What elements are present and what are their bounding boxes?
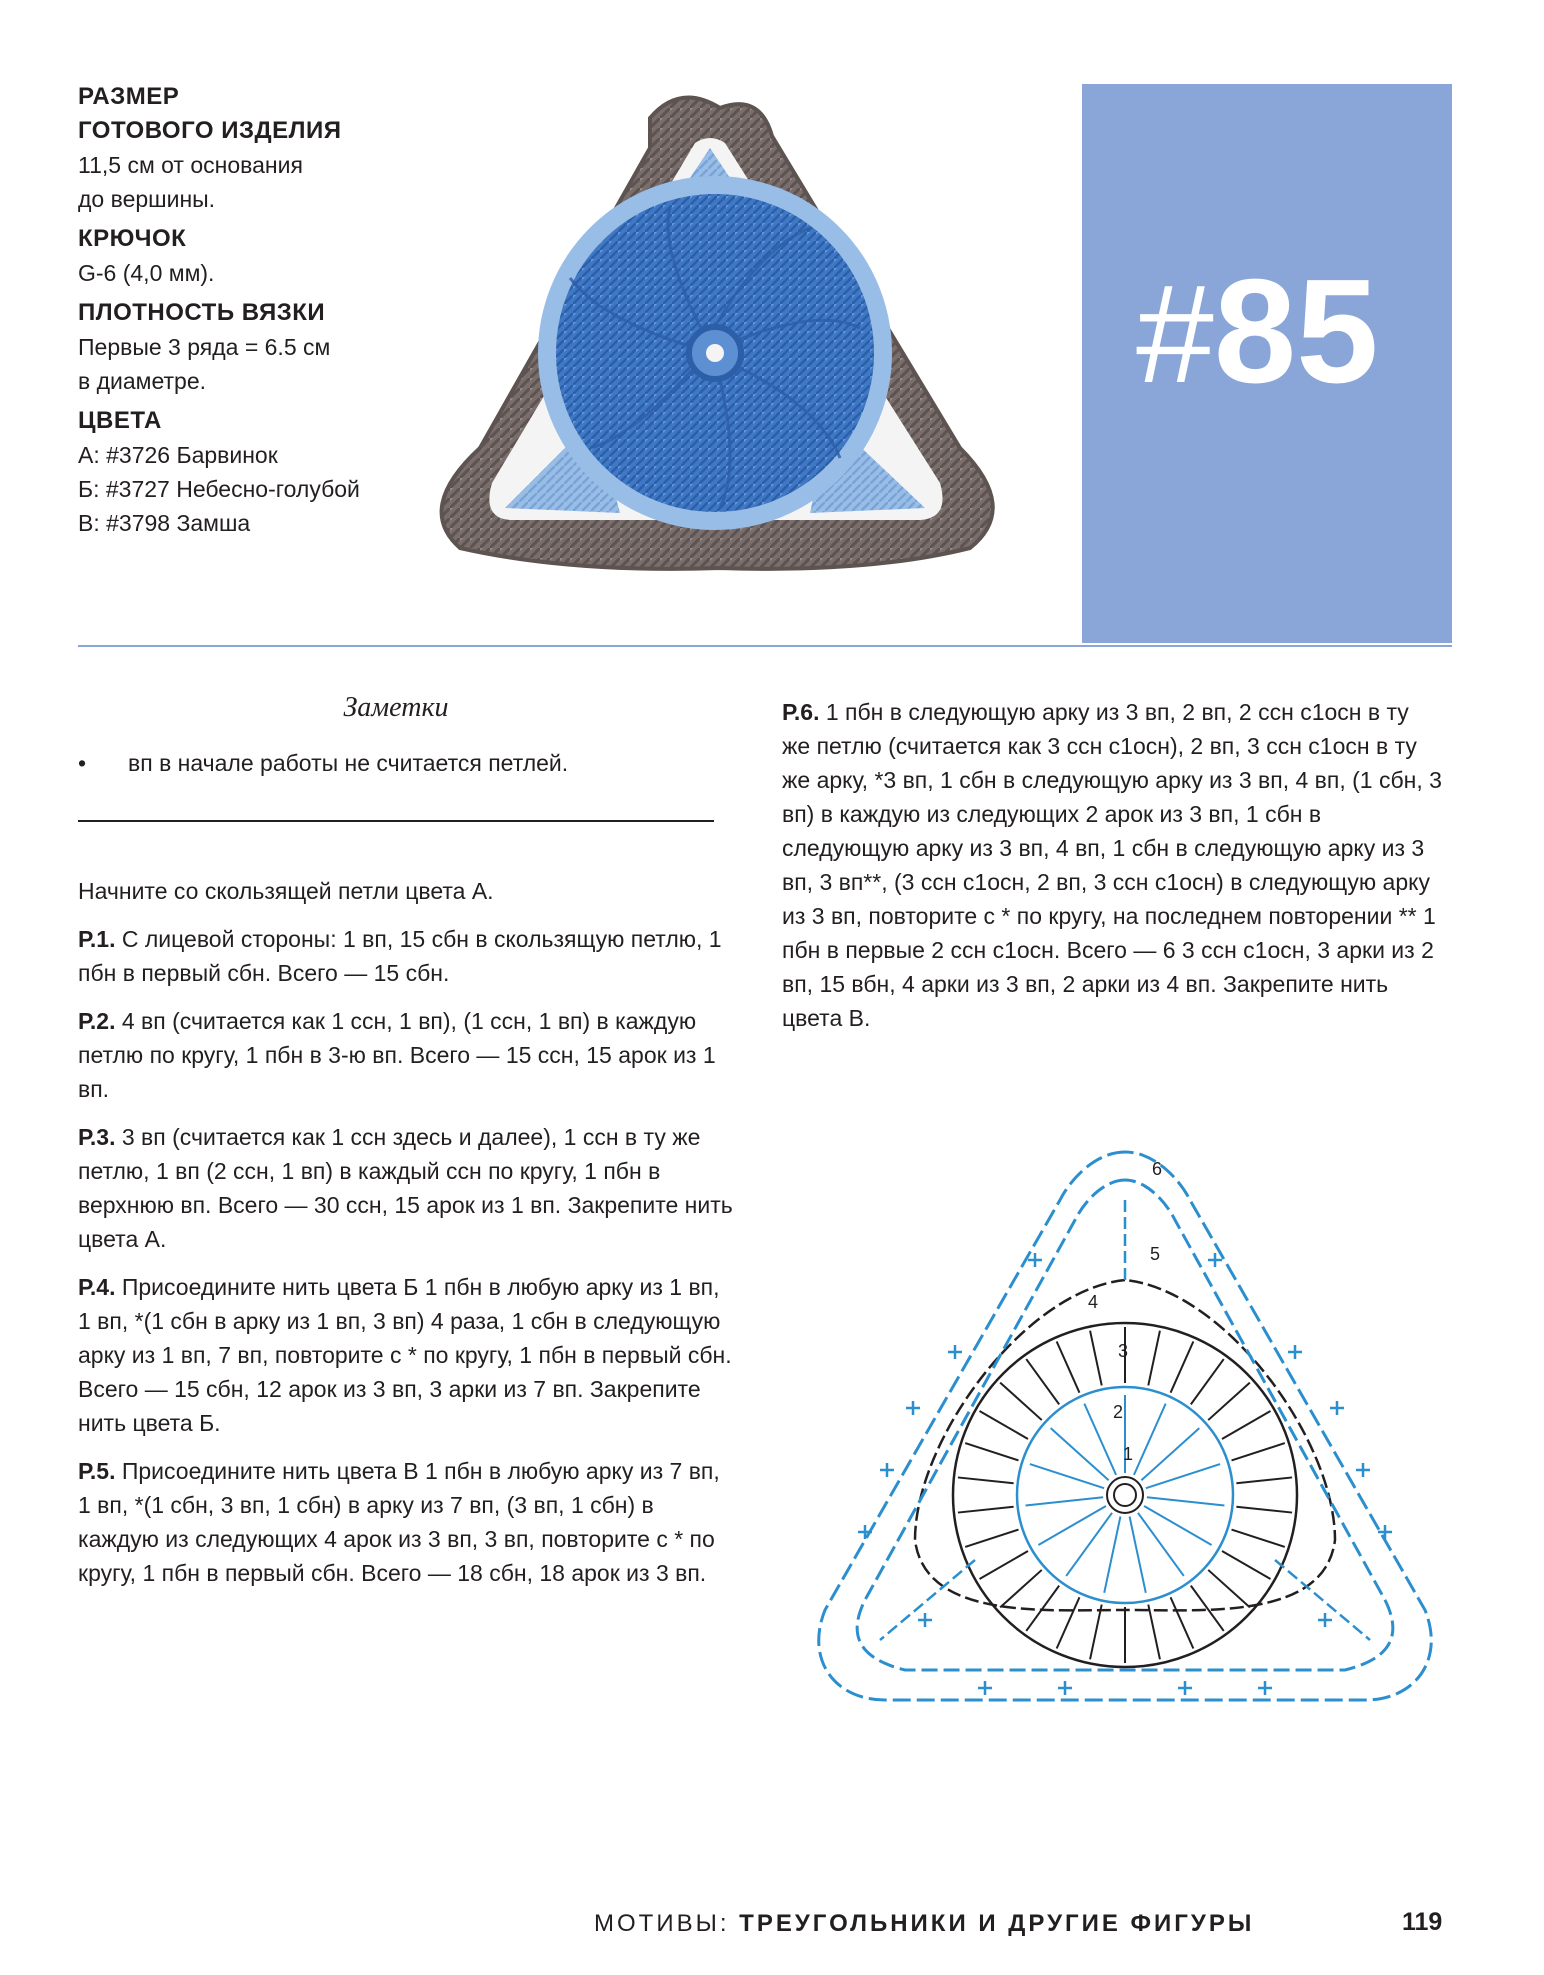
pattern-row-2 bbox=[78, 1004, 738, 1106]
chart-spoke-round-2 bbox=[1051, 1428, 1109, 1480]
chart-spoke-round-3 bbox=[980, 1411, 1028, 1439]
row-6-label: Р.6. bbox=[782, 699, 820, 725]
chart-spoke-round-2 bbox=[1066, 1513, 1112, 1576]
chart-sc-cross bbox=[1288, 1345, 1302, 1359]
size-text-2: до вершины. bbox=[78, 186, 216, 212]
row-2-text: 4 вп (считается как 1 ссн, 1 вп), (1 ссн, 1 вп) в каждую петлю по кругу, 1 пбн в 3-ю вп. Всего — 15 ссн, 15 арок из 1 вп. bbox=[78, 1008, 716, 1102]
chart-center-ring-inner bbox=[1114, 1484, 1136, 1506]
footer-running-title bbox=[594, 1910, 1254, 1938]
chart-spoke-round-2 bbox=[1134, 1404, 1166, 1475]
size-text-1: 11,5 см от основания bbox=[78, 152, 303, 178]
color-v: В: #3798 Замша bbox=[78, 510, 251, 536]
chart-spoke-round-3 bbox=[1208, 1570, 1250, 1607]
colors-heading: ЦВЕТА bbox=[78, 407, 162, 434]
chart-center-ring-outer bbox=[1107, 1477, 1143, 1513]
chart-spoke-round-3 bbox=[1191, 1359, 1224, 1404]
pattern-row-1 bbox=[78, 922, 738, 990]
chart-sc-cross bbox=[1178, 1681, 1192, 1695]
chart-sc-cross bbox=[906, 1401, 920, 1415]
pattern-row-3 bbox=[78, 1120, 738, 1256]
hook-text: G-6 (4,0 мм). bbox=[78, 260, 215, 286]
chart-row-label-2: 2 bbox=[1113, 1402, 1124, 1422]
chart-spoke-round-3 bbox=[1222, 1411, 1270, 1439]
chart-spoke-round-3 bbox=[1222, 1551, 1270, 1579]
motif-photo bbox=[420, 88, 1032, 618]
chart-spoke-round-3 bbox=[1208, 1383, 1250, 1420]
row-3-label: Р.3. bbox=[78, 1124, 116, 1150]
chart-spoke-round-2 bbox=[1030, 1464, 1104, 1488]
motif-number-hash: # bbox=[1136, 255, 1214, 412]
crochet-chart bbox=[805, 1140, 1435, 1730]
chart-row-label-4: 4 bbox=[1088, 1292, 1099, 1312]
row-4-label: Р.4. bbox=[78, 1274, 116, 1300]
chart-spoke-round-3 bbox=[958, 1507, 1014, 1513]
chart-spoke-round-2 bbox=[1147, 1497, 1225, 1505]
chart-spoke-round-3 bbox=[1000, 1570, 1042, 1607]
chart-spoke-round-3 bbox=[965, 1530, 1018, 1547]
chart-row-label-5: 5 bbox=[1150, 1244, 1161, 1264]
chart-sc-cross bbox=[858, 1525, 872, 1539]
chart-sc-cross bbox=[948, 1345, 962, 1359]
color-a: А: #3726 Барвинок bbox=[78, 442, 278, 468]
chart-row-label-3: 3 bbox=[1118, 1341, 1129, 1361]
chart-spoke-round-3 bbox=[965, 1443, 1018, 1460]
chart-spoke-round-3 bbox=[1026, 1359, 1059, 1404]
chart-spoke-round-3 bbox=[1236, 1477, 1292, 1483]
pattern-row-5 bbox=[78, 1454, 738, 1590]
chart-spoke-round-2 bbox=[1144, 1506, 1212, 1545]
row-3-text: 3 вп (считается как 1 ссн здесь и далее), 1 ссн в ту же петлю, 1 вп (2 ссн, 1 вп) в каждый ссн по кругу, 1 пбн в верхнюю вп. Всего — 30 ссн, 15 арок из 1 вп. Закрепите нить цвета А. bbox=[78, 1124, 733, 1252]
chart-spoke-round-3 bbox=[1236, 1507, 1292, 1513]
specs-block bbox=[78, 80, 360, 540]
row-2-label: Р.2. bbox=[78, 1008, 116, 1034]
pattern-row-4 bbox=[78, 1270, 738, 1440]
footer-section: МОТИВЫ: bbox=[594, 1910, 740, 1937]
chart-spoke-round-3 bbox=[1090, 1605, 1102, 1660]
chart-sc-cross bbox=[1318, 1613, 1332, 1627]
chart-spoke-round-2 bbox=[1038, 1506, 1106, 1545]
gauge-text-1: Первые 3 ряда = 6.5 см bbox=[78, 334, 331, 360]
section-divider bbox=[78, 645, 1452, 647]
motif-number-panel bbox=[1082, 84, 1452, 643]
pattern-right-column bbox=[782, 695, 1442, 1049]
chart-spoke-round-2 bbox=[1138, 1513, 1184, 1576]
gauge-heading: ПЛОТНОСТЬ ВЯЗКИ bbox=[78, 299, 326, 326]
chart-spoke-round-2 bbox=[1026, 1497, 1104, 1505]
chart-sc-cross bbox=[1258, 1681, 1272, 1695]
notes-bullet: • bbox=[78, 750, 87, 776]
chart-sc-cross bbox=[1356, 1463, 1370, 1477]
chart-spokes bbox=[958, 1327, 1292, 1663]
footer-subtitle: ТРЕУГОЛЬНИКИ И ДРУГИЕ ФИГУРЫ bbox=[739, 1910, 1255, 1937]
motif-center-hole bbox=[706, 344, 724, 362]
motif-number bbox=[1136, 249, 1379, 414]
chart-sc-cross bbox=[1058, 1681, 1072, 1695]
pattern-intro: Начните со скользящей петли цвета А. bbox=[78, 878, 494, 904]
chart-spoke-round-3 bbox=[1171, 1342, 1194, 1393]
chart-spoke-round-3 bbox=[1171, 1597, 1194, 1648]
color-b: Б: #3727 Небесно-голубой bbox=[78, 476, 360, 502]
chart-spoke-round-2 bbox=[1130, 1517, 1146, 1593]
chart-spoke-round-3 bbox=[1232, 1530, 1285, 1547]
row-5-text: Присоедините нить цвета В 1 пбн в любую арку из 7 вп, 1 вп, *(1 сбн, 3 вп, 1 сбн) в арку из 7 вп, (3 вп, 1 сбн) в каждую из следующих 4 арок из 3 вп, 3 вп, повторите с * по кругу, 1 пбн в первый сбн. Всего — 18 сбн, 18 арок из 3 вп. bbox=[78, 1458, 720, 1586]
gauge-text-2: в диаметре. bbox=[78, 368, 207, 394]
motif-number-value: 85 bbox=[1213, 249, 1379, 414]
chart-spoke-round-3 bbox=[1000, 1383, 1042, 1420]
page-number: 119 bbox=[1402, 1908, 1443, 1936]
chart-spoke-round-2 bbox=[1146, 1464, 1220, 1488]
chart-spoke-round-2 bbox=[1141, 1428, 1199, 1480]
chart-row-label-6: 6 bbox=[1152, 1159, 1163, 1179]
hook-heading: КРЮЧОК bbox=[78, 225, 187, 252]
pattern-row-6 bbox=[782, 695, 1442, 1035]
row-5-label: Р.5. bbox=[78, 1458, 116, 1484]
row-1-text: С лицевой стороны: 1 вп, 15 сбн в скользящую петлю, 1 пбн в первый сбн. Всего — 15 сбн. bbox=[78, 926, 722, 986]
chart-spoke-round-3 bbox=[1148, 1605, 1160, 1660]
chart-sc-cross bbox=[1378, 1525, 1392, 1539]
chart-spoke-round-2 bbox=[1104, 1517, 1120, 1593]
notes-title: Заметки bbox=[343, 692, 449, 723]
chart-row-label-1: 1 bbox=[1123, 1444, 1134, 1464]
chart-spoke-round-3 bbox=[980, 1551, 1028, 1579]
chart-sc-cross bbox=[880, 1463, 894, 1477]
notes-item: вп в начале работы не считается петлей. bbox=[128, 750, 569, 776]
size-heading-2: ГОТОВОГО ИЗДЕЛИЯ bbox=[78, 117, 342, 144]
row-6-text: 1 пбн в следующую арку из 3 вп, 2 вп, 2 ссн с1осн в ту же петлю (считается как 3 ссн с1осн), 2 вп, 3 ссн с1осн в ту же арку, *3 вп, 1 сбн в следующую арку из 3 вп, 4 вп, (1 сбн, 3 вп) в каждую из следующих 2 арок из 3 вп, 1 сбн в следующую арку из 3 вп, 4 вп, 1 сбн в следующую арку из 3 вп, 3 вп**, (3 ссн с1осн, 2 вп, 3 ссн с1осн) в следующую арку из 3 вп, повторите с * по кругу, на последнем повторении ** 1 пбн в первые 2 ссн с1осн. Всего — 6 3 ссн с1осн, 3 арки из 2 вп, 15 вбн, 4 арки из 3 вп, 2 арки из 4 вп. Закрепите нить цвета В. bbox=[782, 699, 1442, 1031]
size-heading-1: РАЗМЕР bbox=[78, 83, 180, 110]
chart-spoke-round-3 bbox=[1232, 1443, 1285, 1460]
chart-sc-cross bbox=[918, 1613, 932, 1627]
chart-spoke-round-3 bbox=[1148, 1331, 1160, 1386]
row-4-text: Присоедините нить цвета Б 1 пбн в любую арку из 1 вп, 1 вп, *(1 сбн в арку из 1 вп, 3 вп) 4 раза, 1 сбн в следующую арку из 1 вп, 7 вп, повторите с * по кругу, 1 пбн в первый сбн. Всего — 15 сбн, 12 арок из 3 вп, 3 арки из 7 вп. Закрепите нить цвета Б. bbox=[78, 1274, 732, 1436]
chart-spoke-round-3 bbox=[1090, 1331, 1102, 1386]
chart-spoke-round-3 bbox=[1057, 1342, 1080, 1393]
chart-spoke-round-3 bbox=[1057, 1597, 1080, 1648]
chart-sc-cross bbox=[1330, 1401, 1344, 1415]
chart-spoke-round-2 bbox=[1084, 1404, 1116, 1475]
row-1-label: Р.1. bbox=[78, 926, 116, 952]
notes-rule bbox=[78, 820, 714, 822]
chart-sc-cross bbox=[978, 1681, 992, 1695]
chart-spoke-round-3 bbox=[958, 1477, 1014, 1483]
pattern-left-column bbox=[78, 874, 738, 1604]
